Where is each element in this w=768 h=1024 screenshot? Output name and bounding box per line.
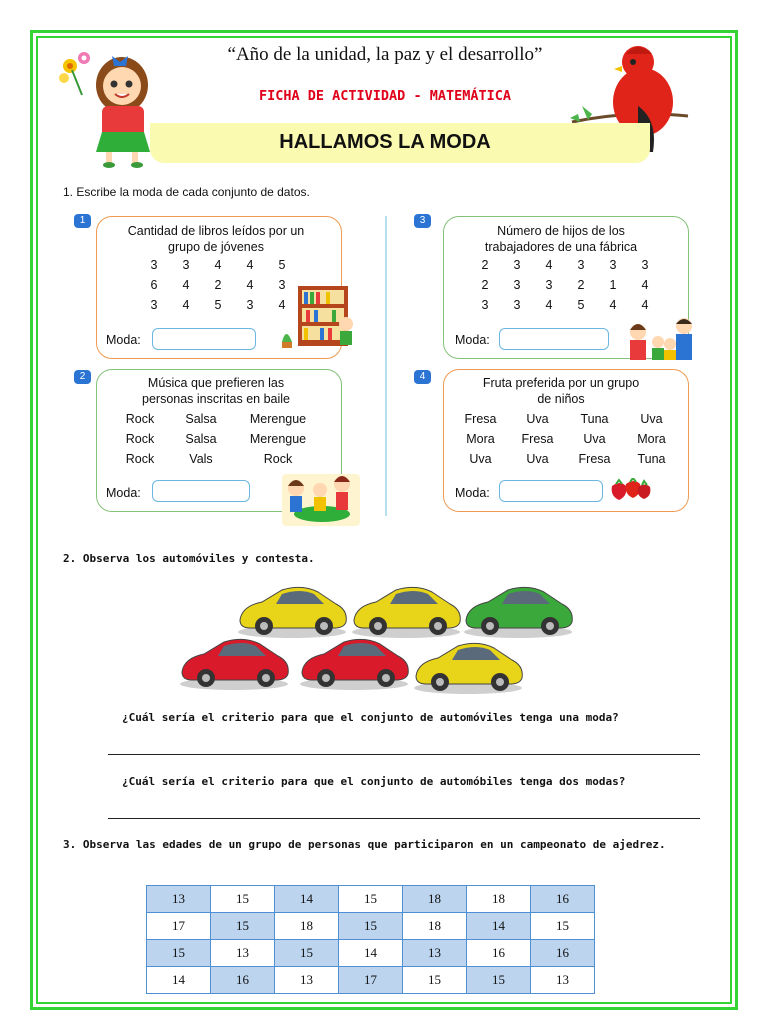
table-cell: 15 (211, 886, 275, 913)
question-one-mode: ¿Cuál sería el criterio para que el conjunto de automóviles tenga una moda? (122, 711, 619, 724)
data-grid: 3 3 4 4 5 6 4 2 4 3 3 4 5 3 4 (150, 258, 286, 312)
table-cell: 16 (531, 886, 595, 913)
motto-heading: “Año de la unidad, la paz y el desarrollo” (227, 44, 543, 65)
column-divider (385, 216, 387, 516)
moda-answer-field[interactable] (152, 480, 250, 502)
section2-instruction: 2. Observa los automóviles y contesta. (63, 552, 315, 565)
table-cell: 13 (211, 940, 275, 967)
dancing-children-illustration (278, 468, 364, 530)
table-cell: 14 (275, 886, 339, 913)
table-cell: 15 (275, 940, 339, 967)
table-cell: 17 (147, 913, 211, 940)
table-cell: 13 (147, 886, 211, 913)
table-cell: 18 (275, 913, 339, 940)
bookshelf-illustration (276, 284, 362, 350)
table-cell: 13 (275, 967, 339, 994)
table-cell: 17 (339, 967, 403, 994)
table-cell: 13 (403, 940, 467, 967)
red-car (300, 639, 408, 690)
table-cell: 18 (403, 913, 467, 940)
table-cell: 16 (531, 940, 595, 967)
table-cell: 16 (467, 940, 531, 967)
yellow-car (414, 643, 522, 694)
moda-label: Moda: (455, 333, 490, 347)
section1-instruction: 1. Escribe la moda de cada conjunto de datos. (63, 185, 310, 199)
table-cell: 15 (531, 913, 595, 940)
answer-line-2[interactable] (108, 818, 700, 819)
table-cell: 14 (467, 913, 531, 940)
table-cell: 15 (339, 886, 403, 913)
table-cell: 15 (339, 913, 403, 940)
table-cell: 15 (467, 967, 531, 994)
red-car (180, 639, 288, 690)
page-border-inner (36, 36, 732, 1004)
moda-label: Moda: (455, 486, 490, 500)
moda-answer-field[interactable] (499, 328, 609, 350)
data-grid: 2 3 4 3 3 3 2 3 3 2 1 4 3 3 4 5 4 4 (481, 258, 649, 312)
table-cell: 13 (531, 967, 595, 994)
card-title: Número de hijos de los trabajadores de una fábrica (484, 224, 638, 254)
card-title: Fruta preferida por un grupo de niños (482, 376, 640, 406)
strawberries-icon (608, 478, 654, 502)
moda-label: Moda: (106, 333, 141, 347)
card-title: Música que prefieren las personas inscritas en baile (142, 376, 290, 406)
table-cell: 15 (403, 967, 467, 994)
question-two-modes: ¿Cuál sería el criterio para que el conjunto de automóbiles tenga dos modas? (122, 775, 626, 788)
card-badge: 3 (414, 214, 431, 228)
yellow-car (352, 587, 460, 638)
table-cell: 18 (403, 886, 467, 913)
answer-line-1[interactable] (108, 754, 700, 755)
table-cell: 18 (467, 886, 531, 913)
card-badge: 4 (414, 370, 431, 384)
table-cell: 14 (339, 940, 403, 967)
card-badge: 1 (74, 214, 91, 228)
card-badge: 2 (74, 370, 91, 384)
cars-illustration (170, 578, 590, 698)
table-cell: 15 (147, 940, 211, 967)
data-grid: Fresa Uva Tuna Uva Mora Fresa Uva Mora Uva Uva Fresa Tuna (464, 412, 666, 466)
table-cell: 16 (211, 967, 275, 994)
moda-answer-field[interactable] (499, 480, 603, 502)
data-grid: Rock Salsa Merengue Rock Salsa Merengue Rock Vals Rock (125, 412, 307, 466)
table-row (147, 913, 595, 940)
table-row (147, 886, 595, 913)
ages-table (146, 885, 595, 994)
green-car (464, 587, 572, 638)
table-cell: 14 (147, 967, 211, 994)
family-illustration (626, 314, 702, 364)
table-row (147, 940, 595, 967)
moda-answer-field[interactable] (152, 328, 256, 350)
section3-instruction: 3. Observa las edades de un grupo de personas que participaron en un campeonato de ajedrez. (63, 838, 666, 851)
yellow-car (238, 587, 346, 638)
table-cell: 15 (211, 913, 275, 940)
card-title: Cantidad de libros leídos por un grupo de jóvenes (127, 224, 305, 254)
page-title: HALLAMOS LA MODA (279, 131, 491, 153)
table-row (147, 967, 595, 994)
moda-label: Moda: (106, 486, 141, 500)
worksheet-subtitle: FICHA DE ACTIVIDAD - MATEMÁTICA (259, 88, 511, 104)
